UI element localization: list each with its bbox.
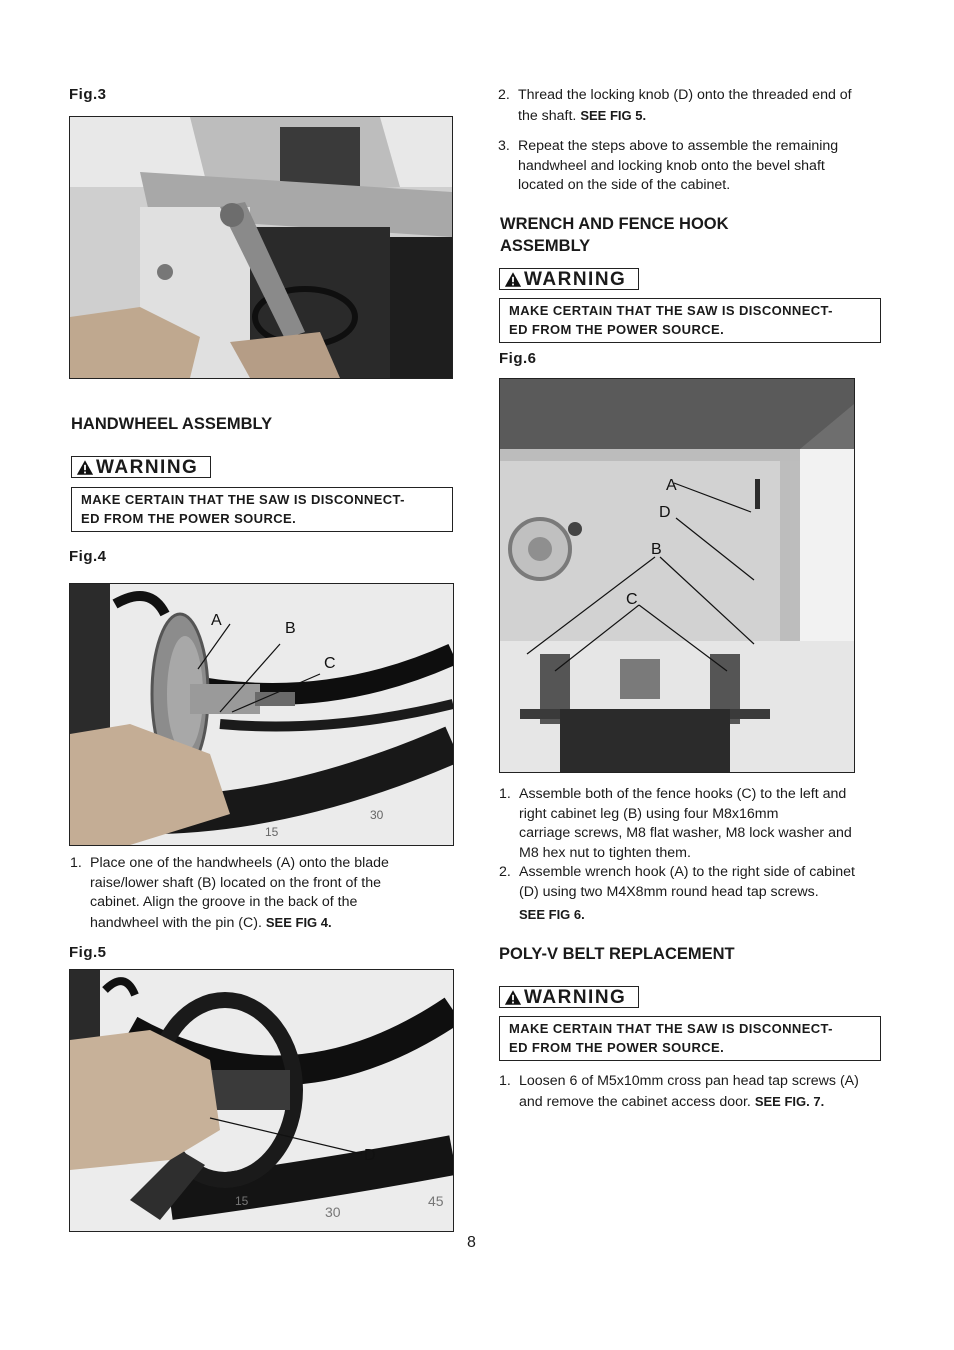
fig4-scale-text-15: 15 [265, 825, 279, 839]
belt-step-1-line [519, 1092, 884, 1113]
belt-step-1-line-1: Loosen 6 of M5x10mm cross pan head tap screws (A) [519, 1073, 859, 1089]
fig6-callout-b: B [651, 541, 662, 558]
warning-tag-2 [499, 268, 639, 290]
fence-hook-step-2-number: 2. [499, 864, 511, 881]
fig5-scale-text-45: 45 [428, 1193, 444, 1209]
belt-step-1-line-2: and remove the cabinet access door. [519, 1093, 751, 1110]
fig6-label: Fig.6 [499, 350, 537, 367]
warning-2-line-2: ED FROM THE POWER SOURCE. [509, 322, 725, 337]
locking-knob-step-3-line: Repeat the steps above to assemble the remaining [518, 138, 839, 155]
fig5-scale-text-15: 15 [235, 1194, 249, 1208]
warning-box-2 [499, 298, 881, 343]
locking-knob-step-3-line: located on the side of the cabinet. [518, 177, 731, 194]
fence-hook-step-1-line: Assemble both of the fence hooks (C) to the left and [519, 786, 847, 802]
warning-triangle-icon [76, 459, 94, 476]
warning-box-1 [71, 487, 453, 532]
locking-knob-step-2-number: 2. [498, 87, 510, 103]
see-fig-6-text: SEE FIG 6 [519, 906, 582, 922]
handwheel-steps [70, 854, 455, 933]
handwheel-assembly-heading: HANDWHEEL ASSEMBLY [71, 415, 273, 433]
belt-step-1 [499, 1072, 884, 1112]
see-fig-5-reference: SEE FIG 5. [580, 107, 647, 123]
page-number: 8 [467, 1234, 476, 1251]
warning-2-line-1: MAKE CERTAIN THAT THE SAW IS DISCONNECT- [509, 303, 833, 318]
fig6-photo [499, 378, 855, 773]
handwheel-step-1-last-line: handwheel with the pin (C). [90, 914, 262, 931]
warning-tag-2-text: WARNING [524, 268, 627, 290]
fig6-callout-d: D [659, 504, 671, 521]
see-fig-4-reference: SEE FIG 4. [265, 914, 332, 930]
warning-tag-3-text: WARNING [524, 986, 627, 1008]
locking-knob-step-2 [498, 86, 883, 126]
fence-hook-step-1-line: right cabinet leg (B) using four M8x16mm [519, 805, 779, 822]
fence-hook-steps [499, 785, 884, 924]
handwheel-step-1 [70, 854, 455, 933]
fence-hook-step-2-line: Assemble wrench hook (A) to the right side of cabinet [519, 864, 855, 881]
fig4-callout-a: A [211, 612, 222, 629]
locking-knob-step-2-line [518, 106, 883, 127]
locking-knob-steps [498, 86, 883, 196]
warning-box-3 [499, 1016, 881, 1061]
warning-tag-3 [499, 986, 639, 1008]
fig4-photo [69, 583, 454, 846]
warning-triangle-icon [504, 271, 522, 288]
fence-hook-step-1 [499, 785, 884, 863]
warning-1-line-2: ED FROM THE POWER SOURCE. [81, 511, 297, 526]
locking-knob-step-3 [498, 137, 883, 196]
warning-tag-1 [71, 456, 211, 478]
fence-hook-step-2 [499, 863, 884, 924]
warning-3-line-1: MAKE CERTAIN THAT THE SAW IS DISCONNECT- [509, 1021, 833, 1036]
locking-knob-step-2-line-1: Thread the locking knob (D) onto the threaded end of [518, 87, 852, 103]
see-fig-6-reference: SEE FIG 6. [519, 906, 585, 922]
fig6-callout-a: A [666, 477, 677, 494]
fig4-callout-b: B [285, 620, 296, 637]
wrench-fence-hook-heading [500, 213, 729, 257]
handwheel-step-1-line: Place one of the handwheels (A) onto the blade [90, 855, 389, 871]
handwheel-step-1-line: raise/lower shaft (B) located on the front of the [90, 874, 381, 891]
warning-triangle-icon [504, 989, 522, 1006]
warning-1-line-1: MAKE CERTAIN THAT THE SAW IS DISCONNECT- [81, 492, 405, 507]
fence-hook-step-1-line: carriage screws, M8 flat washer, M8 lock washer and [519, 825, 852, 842]
belt-steps [499, 1072, 884, 1112]
handwheel-step-1-line: cabinet. Align the groove in the back of the [90, 894, 358, 911]
wrench-heading-line-2: ASSEMBLY [500, 237, 591, 255]
fig5-label: Fig.5 [69, 944, 107, 961]
fence-hook-step-2-line: (D) using two M4X8mm round head tap screws. [519, 883, 819, 900]
fig6-callout-c: C [626, 591, 638, 608]
fig4-scale-text-30: 30 [370, 808, 384, 822]
fig4-label: Fig.4 [69, 548, 107, 565]
fence-hook-step-1-number: 1. [499, 786, 511, 802]
locking-knob-step-2-line-2: the shaft. [518, 107, 577, 124]
fig3-photo [69, 116, 453, 379]
handwheel-step-1-line [90, 913, 455, 934]
handwheel-step-1-number: 1. [70, 855, 82, 871]
warning-3-line-2: ED FROM THE POWER SOURCE. [509, 1040, 725, 1055]
fence-hook-step-1-line: M8 hex nut to tighten them. [519, 844, 691, 861]
locking-knob-step-3-line: handwheel and locking knob onto the bevel shaft [518, 157, 825, 174]
fig5-photo [69, 969, 454, 1232]
poly-v-belt-heading: POLY-V BELT REPLACEMENT [499, 945, 735, 963]
fig3-label: Fig.3 [69, 86, 107, 103]
wrench-heading-line-1: WRENCH AND FENCE HOOK [500, 215, 729, 233]
see-fig-7-reference: SEE FIG. 7. [754, 1093, 825, 1109]
fig4-callout-c: C [324, 655, 336, 672]
fig5-callout-d: D [364, 1147, 376, 1164]
warning-tag-1-text: WARNING [96, 456, 199, 478]
locking-knob-step-3-number: 3. [498, 138, 510, 155]
fig5-scale-text-30: 30 [325, 1204, 341, 1220]
belt-step-1-number: 1. [499, 1073, 511, 1089]
